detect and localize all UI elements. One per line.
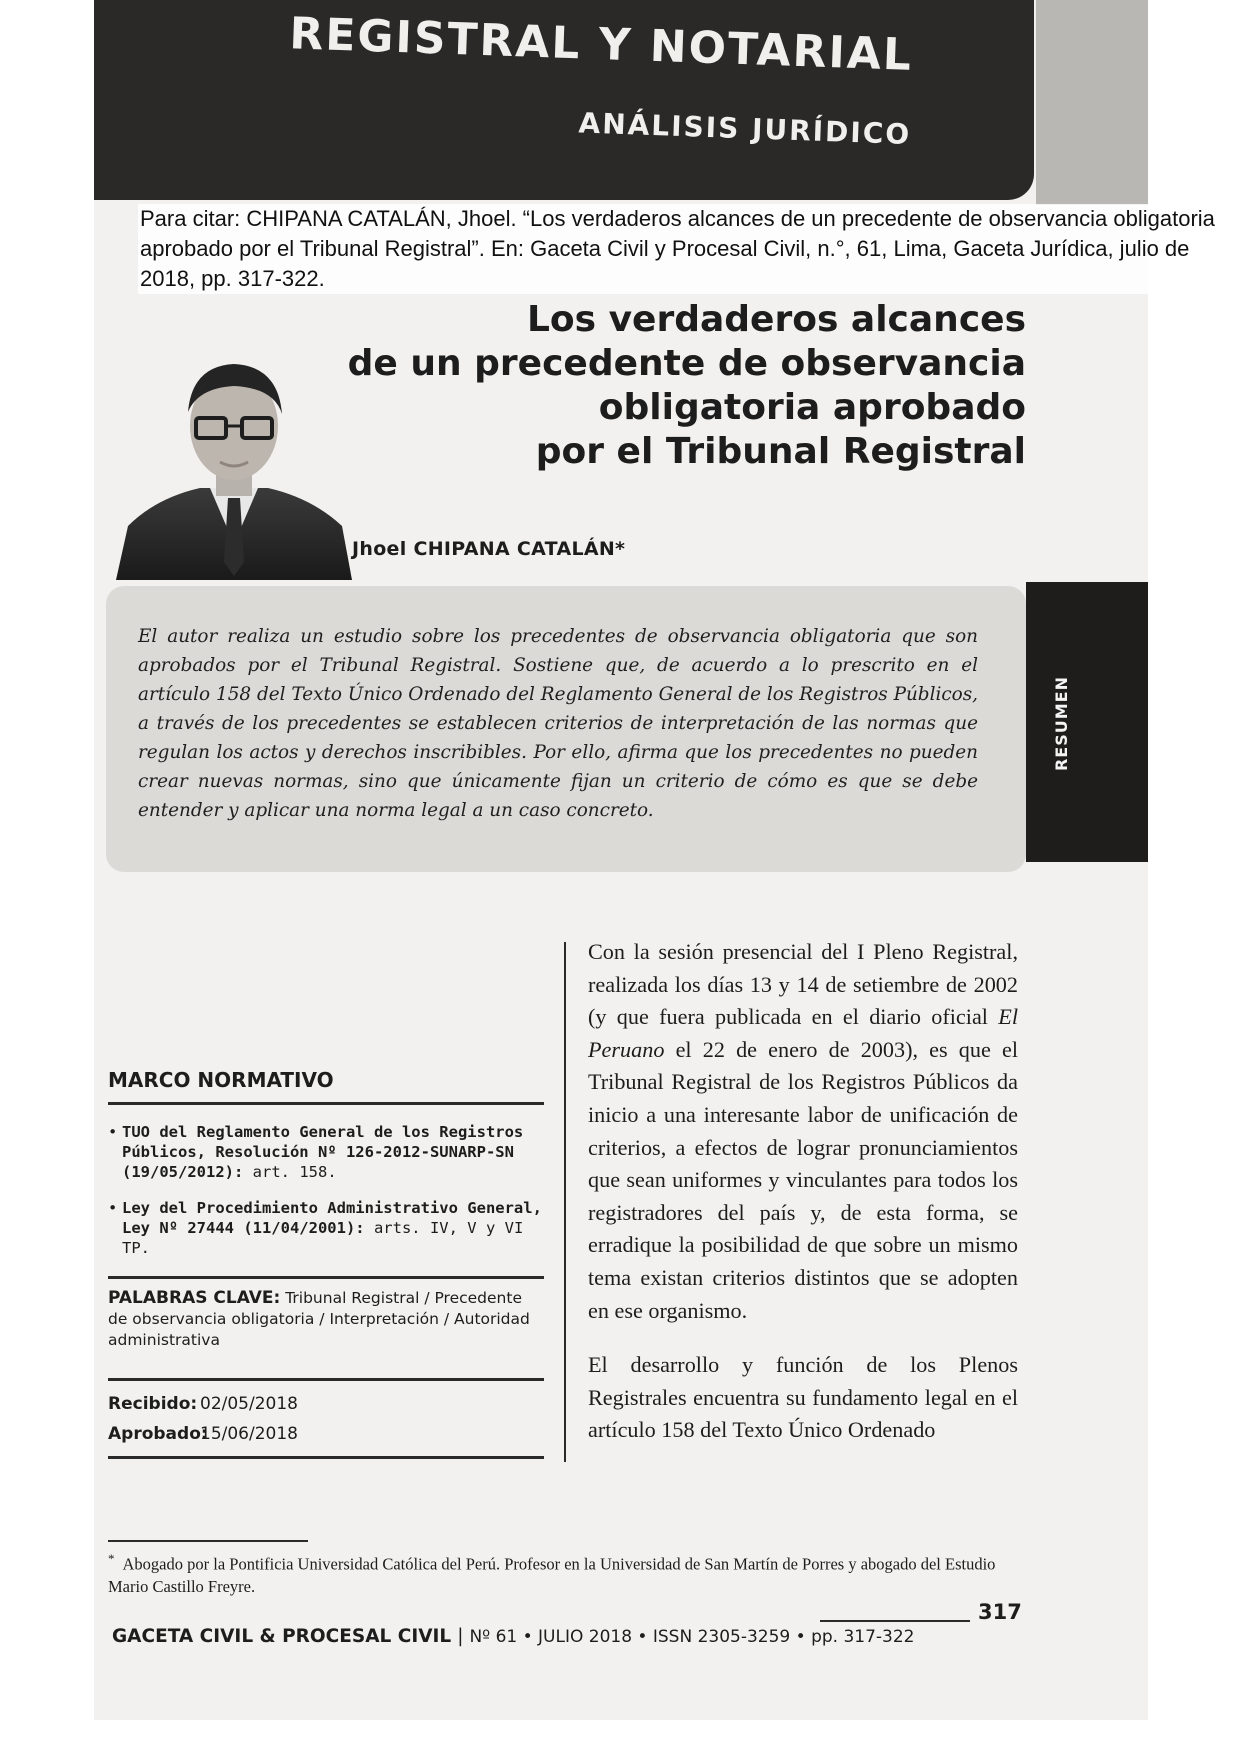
side-tab: [1036, 0, 1148, 205]
keywords: [108, 1288, 544, 1351]
page-number: 317: [978, 1600, 1022, 1624]
resumen-tab: [1026, 582, 1148, 862]
received-label: Recibido:: [108, 1394, 198, 1414]
abstract-text: El autor realiza un estudio sobre los precedentes de observancia obligatoria que son aprobados por el Tribunal Registral. Sostiene que, de acuerdo a lo prescrito en el artículo 158 del Texto Único Ordenado del Reglamento General de los Registros Públicos, a través de los precedentes se establecen criterios de interpretación de las normas que regulan los actos y derechos inscribibles. Por ello, afirma que los precedentes no pueden crear nuevas normas, sino que únicamente fijan un criterio de cómo es que se debe entender y aplicar una norma legal a un caso concreto.: [138, 626, 978, 821]
paragraph: Con la sesión presencial del I Pleno Registral, realizada los días 13 y 14 de setiembre de 2002 (y que fuera publicada en el diario oficial El Peruano el 22 de enero de 2003), es que el Tribunal Registral de los Registros Públicos da inicio a una interesante labor de unificación de criterios, a efectos de lograr pronunciamientos que sean uniformes y vinculantes para todos los registradores del país y, de esta forma, se erradique la posibilidad de que sobre un mismo tema existan criterios distintos que se adopten en ese organismo.: [588, 939, 1018, 1323]
column-divider: [564, 942, 566, 1462]
title-line: obligatoria aprobado: [598, 387, 1026, 428]
article-body: [588, 936, 1018, 1469]
keywords-text: Tribunal Registral / Precedente de observancia obligatoria / Interpretación / Autoridad administrativa: [108, 1289, 530, 1349]
divider: [108, 1276, 544, 1279]
author-name: Jhoel CHIPANA CATALÁN*: [352, 538, 626, 560]
title-line: por el Tribunal Registral: [535, 431, 1026, 472]
title-line: Los verdaderos alcances: [526, 299, 1026, 340]
divider: [108, 1102, 544, 1105]
footnote-mark: *: [108, 1551, 115, 1566]
divider: [108, 1456, 544, 1459]
keywords-label: PALABRAS CLAVE:: [108, 1288, 281, 1308]
issue-info: Nº 61 • JULIO 2018 • ISSN 2305-3259 • pp. 317-322: [469, 1627, 915, 1647]
marco-normativo-list: [108, 1122, 544, 1274]
approved-label: Aprobado:: [108, 1424, 208, 1444]
list-item: • TUO del Reglamento General de los Registros Públicos, Resolución Nº 126-2012-SUNARP-SN (19/05/2012): art. 158.: [108, 1123, 524, 1181]
divider: [108, 1378, 544, 1381]
folio-line: [820, 1620, 970, 1622]
section-title: REGISTRAL Y NOTARIAL: [288, 8, 914, 81]
journal-name: GACETA CIVIL & PROCESAL CIVIL: [112, 1626, 452, 1647]
footnote: [108, 1548, 1028, 1598]
dates-block: [108, 1394, 544, 1454]
list-item: • Ley del Procedimiento Administrativo General, Ley Nº 27444 (11/04/2001): arts. IV, V y VI TP.: [108, 1199, 542, 1257]
journal-footer: GACETA CIVIL & PROCESAL CIVIL | Nº 61 • JULIO 2018 • ISSN 2305-3259 • pp. 317-322: [112, 1626, 915, 1647]
approved-date: 15/06/2018: [200, 1424, 298, 1444]
section-header-band: [94, 0, 1034, 200]
footnote-text: Abogado por la Pontificia Universidad Católica del Perú. Profesor en la Universidad de San Martín de Porres y abogado del Estudio Mario Castillo Freyre.: [108, 1554, 996, 1596]
received-date: 02/05/2018: [200, 1394, 298, 1414]
section-subtitle: ANÁLISIS JURÍDICO: [578, 106, 912, 151]
footnote-rule: [108, 1540, 308, 1542]
citation-note: Para citar: CHIPANA CATALÁN, Jhoel. “Los verdaderos alcances de un precedente de observancia obligatoria aprobado por el Tribunal Registral”. En: Gaceta Civil y Procesal Civil, n.°, 61, Lima, Gaceta Jurídica, julio de 2018, pp. 317-322.: [138, 204, 1222, 294]
paragraph: El desarrollo y función de los Plenos Registrales encuentra su fundamento legal en el artículo 158 del Texto Único Ordenado: [588, 1352, 1018, 1443]
resumen-label: RESUMEN: [1051, 675, 1071, 771]
marco-normativo-title: MARCO NORMATIVO: [108, 1068, 334, 1092]
author-portrait: [116, 348, 352, 580]
title-line: de un precedente de observancia: [347, 343, 1026, 384]
